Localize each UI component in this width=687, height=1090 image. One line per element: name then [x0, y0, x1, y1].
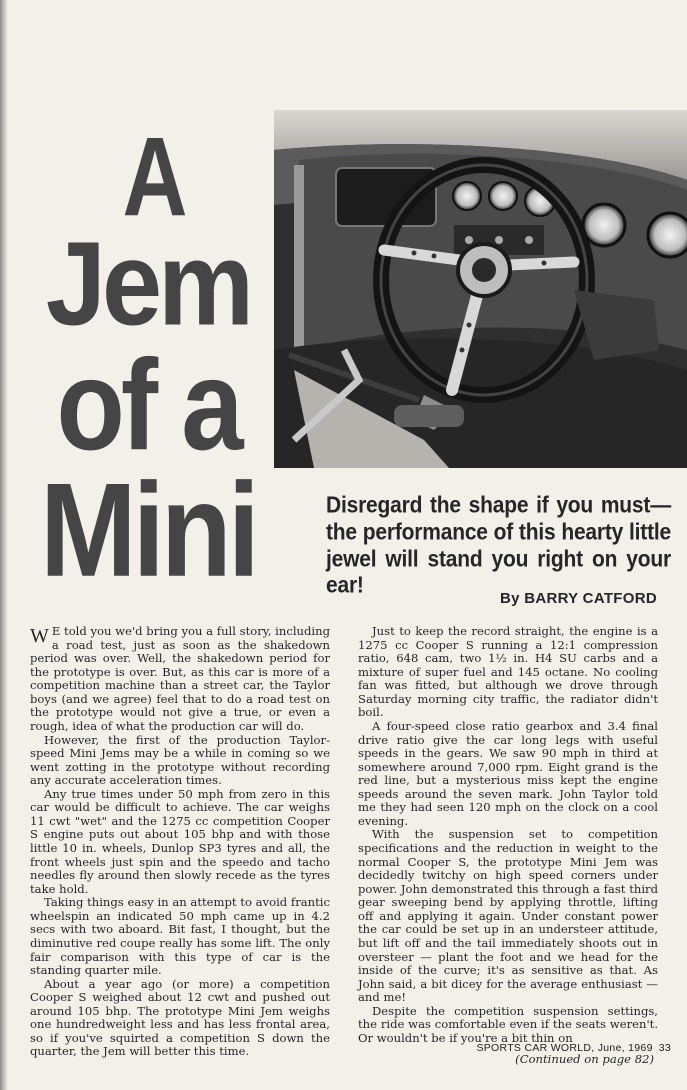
page-binding-edge — [0, 0, 8, 1090]
paragraph: Any true times under 50 mph from zero in this car would be difficult to achieve. The car weighs 11 cwt "wet" and the 1275 cc competition Cooper S engine puts out about 105 bhp and with those little 10 in. wheels, Dunlop SP3 tyres and all, the front wheels just spin and the speedo and tacho needles fly around then slowly recede as the tyres take hold. — [30, 786, 330, 896]
headline — [28, 115, 268, 605]
headline-line-of-a: of a — [56, 333, 240, 477]
paragraph: Taking things easy in an attempt to avoid frantic wheelspin an indicated 50 mph came up in 4.2 secs with two aboard. Bit fast, I thought, but the diminutive red coupe really has some lift. The only fair comparison with this type of car is the standing quarter mile. — [30, 895, 330, 978]
paragraph: Just to keep the record straight, the engine is a 1275 cc Cooper S running a 12:1 compression ratio, 648 cam, two 1½ in. H4 SU carbs and a mixture of super fuel and 145 octane. No cooling fan was fitted, but although we drove through Saturday morning city traffic, the radiator didn't boil. — [358, 624, 658, 720]
drop-cap: W — [30, 625, 49, 647]
paragraph: However, the first of the production Taylor-speed Mini Jems may be a while in coming so we went zotting in the prototype without recording any accurate acceleration times. — [30, 732, 330, 788]
paragraph: A four-speed close ratio gearbox and 3.4 final drive ratio give the car long legs with useful speeds in the gears. We saw 90 mph in third at somewhere around 7,000 rpm. Eight grand is the red line, but a mysterious miss kept the engine speeds around the seven mark. John Taylor told me they had seen 120 mph on the clock on a cool evening. — [358, 718, 658, 828]
steering-wheel-illustration — [274, 110, 687, 468]
publication-credit: SPORTS CAR WORLD, June, 1969 — [476, 1042, 653, 1054]
continued-on-page-note: (Continued on page 82) — [515, 1052, 654, 1067]
paragraph: About a year ago (or more) a competition Cooper S weighed about 12 cwt and pushed out around 105 bhp. The prototype Mini Jem weighs one hundredweight less and has less frontal area, so if you've squirted a competition S down the quarter, the Jem will better this time. — [30, 976, 330, 1059]
headline-line-a: A — [122, 115, 184, 241]
article-column-right — [358, 625, 658, 1067]
byline: By BARRY CATFORD — [499, 590, 657, 607]
paragraph-text: E told you we'd bring you a full story, including a road test, just as soon as the shakedown period was over. Well, the shakedown period for the prototype is over. But, as this car is more of a competition machine than a street car, the Taylor boys (and we agree) feel that to do a road test on the prototype would not give a true, or even a rough, idea of what the production car will do. — [30, 624, 331, 733]
paragraph: Despite the competition suspension settings, the ride was comfortable even if the seats weren't. Or wouldn't be if you're a bit thin on — [358, 1003, 658, 1045]
headline-line-mini: Mini — [40, 455, 256, 605]
page-footer — [476, 1042, 671, 1054]
paragraph: With the suspension set to competition specifications and the reduction in weight to the normal Cooper S, the prototype Mini Jem was decidedly twitchy on high speed corners under power. John demonstrated this through a fast third gear sweeping bend by applying throttle, lifting off and applying it again. Under constant power the car could be set up in an understeer attitude, but lift off and the tail immediately shoots out in oversteer — plant the foot and we head for the inside of the curve; it's as sensitive as that. As John said, a bit dicey for the average enthusiast — and me! — [358, 827, 658, 1005]
paragraph — [30, 625, 330, 734]
page-number: 33 — [658, 1042, 671, 1054]
headline-line-jem: Jem — [45, 216, 251, 350]
article-column-left — [30, 625, 330, 1059]
car-interior-photo — [274, 110, 687, 468]
deck-subheading: Disregard the shape if you must—the performance of this hearty little jewel will stand you right on your ear! — [326, 493, 671, 599]
